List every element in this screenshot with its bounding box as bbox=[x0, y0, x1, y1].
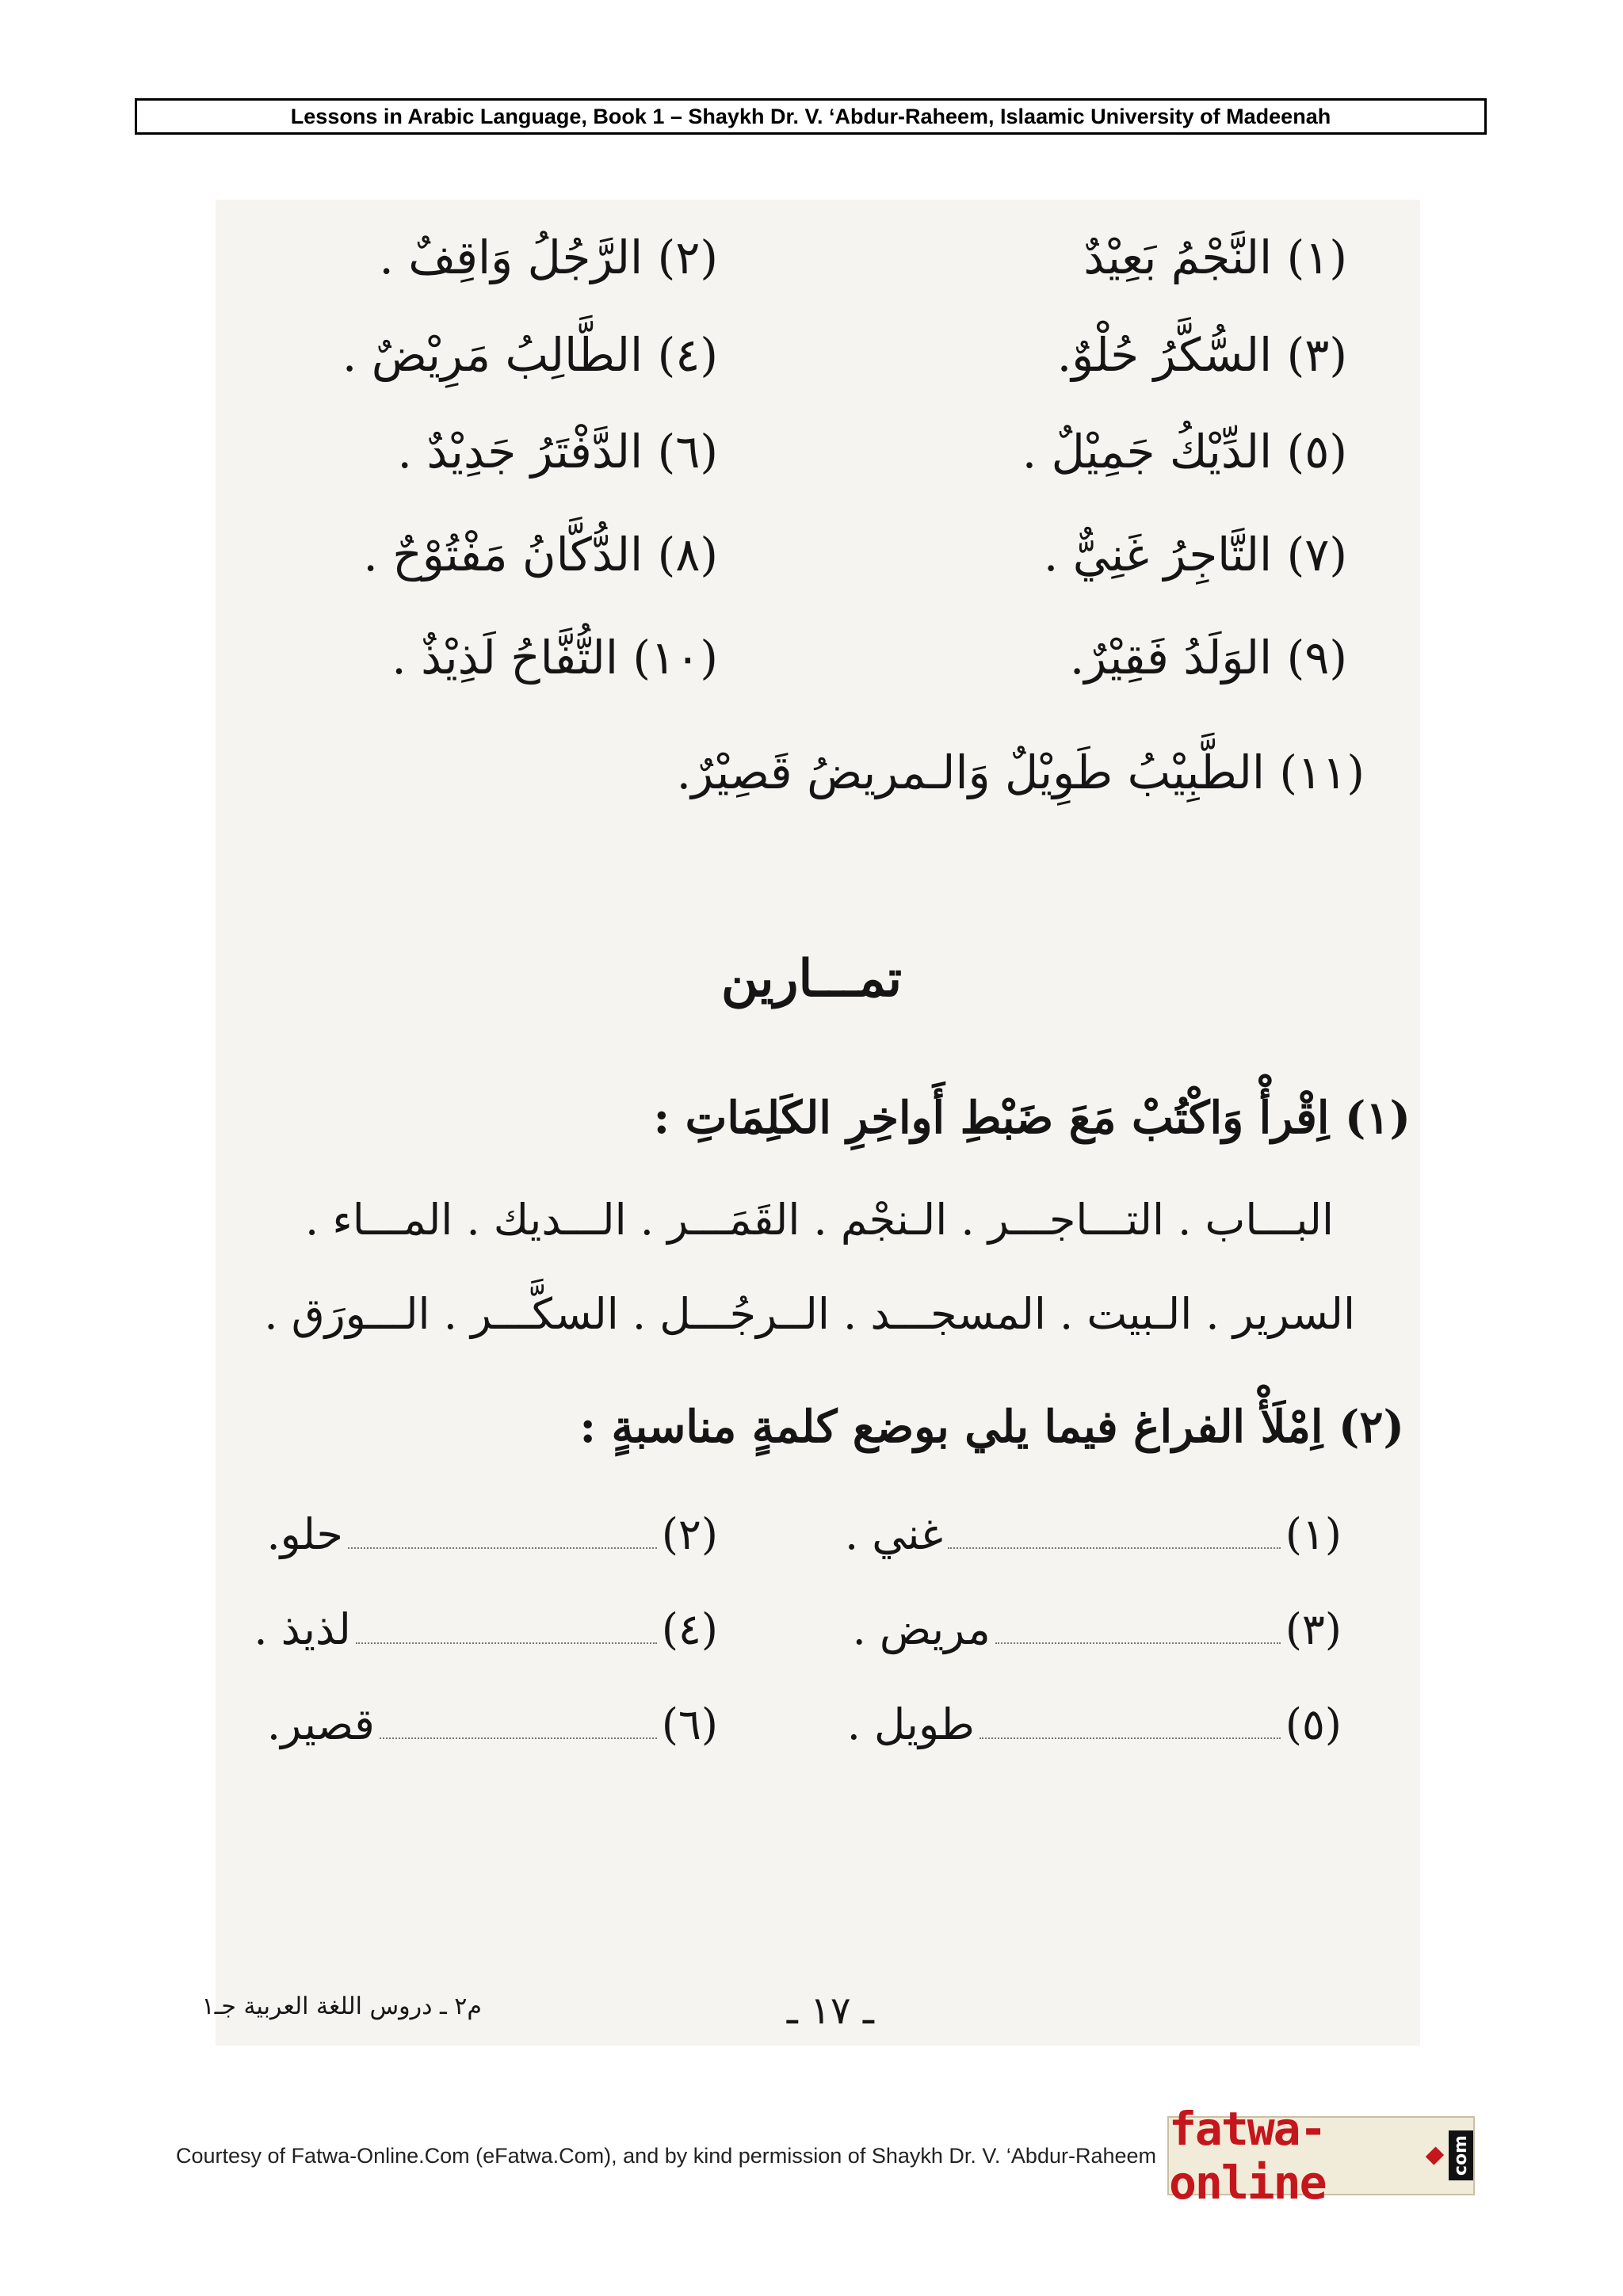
courtesy-note: Courtesy of Fatwa-Online.Com (eFatwa.Com), and by kind permission of Shaykh Dr. V. ‘Abdur-Raheem bbox=[176, 2144, 1157, 2168]
question-2-prompt: (٢) اِمْلَأْ الفراغ فيما يلي بوضع كلمةٍ مناسبةٍ : bbox=[579, 1401, 1404, 1453]
fill-item-2 bbox=[267, 1509, 719, 1559]
fill-item-word: لذيذ . bbox=[254, 1604, 351, 1654]
question-1-words-line-1: البـــاب . التـــاجـــر . الـنجْم . القَمَـــر . الـــديك . المـــاء . bbox=[304, 1195, 1334, 1245]
fill-item-number: (٢) bbox=[661, 1509, 718, 1559]
document-header bbox=[135, 98, 1487, 135]
fill-item-word: مريض . bbox=[852, 1604, 991, 1654]
sentence-3: (٣) السُّكَّرُ حُلْوٌ. bbox=[1056, 328, 1347, 382]
fill-item-number: (١) bbox=[1285, 1509, 1342, 1559]
question-1-words-line-2: السرير . الـبيت . المسجـــد . الــرجُـــل . السكَّـــر . الـــورَق . bbox=[264, 1289, 1355, 1339]
fill-blank bbox=[980, 1737, 1281, 1739]
page-number: ـ ١٧ ـ bbox=[786, 1989, 874, 2033]
fatwa-online-logo bbox=[1167, 2102, 1475, 2210]
fill-blank bbox=[348, 1547, 657, 1549]
fill-item-number: (٣) bbox=[1285, 1604, 1342, 1654]
question-1-prompt: (١) اِقْرأْ وَاكْتُبْ مَعَ ضَبْطِ أَواخِرِ الكَلِمَاتِ : bbox=[653, 1092, 1411, 1144]
fill-item-word: غني . bbox=[844, 1509, 943, 1559]
logo-dot-icon bbox=[1426, 2146, 1444, 2164]
fill-item-3 bbox=[853, 1604, 1342, 1654]
header-title: Lessons in Arabic Language, Book 1 – Shaykh Dr. V. ‘Abdur-Raheem, Islaamic University of Madeenah bbox=[290, 104, 1331, 128]
fill-item-number: (٥) bbox=[1285, 1699, 1342, 1749]
fill-item-5 bbox=[847, 1699, 1342, 1749]
logo-text: fatwa-online bbox=[1169, 2102, 1326, 2210]
fill-item-number: (٤) bbox=[661, 1604, 718, 1654]
fill-item-word: طويل . bbox=[846, 1699, 975, 1749]
fill-blank bbox=[356, 1642, 657, 1644]
sentence-7: (٧) التَّاجِرُ غَنِيٌّ . bbox=[1043, 528, 1347, 582]
sentence-9: (٩) الوَلَدُ فَقِيْرٌ. bbox=[1069, 631, 1347, 685]
fill-blank bbox=[948, 1547, 1281, 1549]
sentence-10: (١٠) التُّفَّاحُ لَذِيْذٌ . bbox=[391, 631, 718, 685]
logo-com-badge: com bbox=[1449, 2130, 1473, 2180]
fill-item-word: قصير. bbox=[266, 1699, 375, 1749]
sentence-4: (٤) الطَّالِبُ مَرِيْضٌ . bbox=[342, 328, 718, 382]
book-reference: م٢ ـ دروس اللغة العربية جـ١ bbox=[201, 1993, 482, 2020]
fill-blank bbox=[380, 1737, 657, 1739]
fill-item-1 bbox=[845, 1509, 1342, 1559]
sentence-11: (١١) الطَّبِيْبُ طَوِيْلٌ وَالـمريضُ قَصِيْرٌ. bbox=[676, 746, 1365, 799]
sentence-1: (١) النَّجْمُ بَعِيْدٌ bbox=[1083, 231, 1347, 284]
fill-item-6 bbox=[267, 1699, 718, 1749]
fill-item-word: حلو. bbox=[266, 1509, 343, 1559]
fill-item-4 bbox=[254, 1604, 718, 1654]
exercises-title: تمـــارين bbox=[721, 949, 902, 1009]
sentence-8: (٨) الدُّكَّانُ مَفْتُوْحٌ . bbox=[363, 528, 718, 582]
fill-item-number: (٦) bbox=[661, 1699, 718, 1749]
sentence-5: (٥) الدِّيْكُ جَمِيْلٌ . bbox=[1022, 425, 1347, 479]
fill-blank bbox=[995, 1642, 1281, 1644]
sentence-2: (٢) الرَّجُلُ وَاقِفٌ . bbox=[379, 231, 718, 284]
sentence-6: (٦) الدَّفْتَرُ جَدِيْدٌ . bbox=[397, 425, 718, 479]
